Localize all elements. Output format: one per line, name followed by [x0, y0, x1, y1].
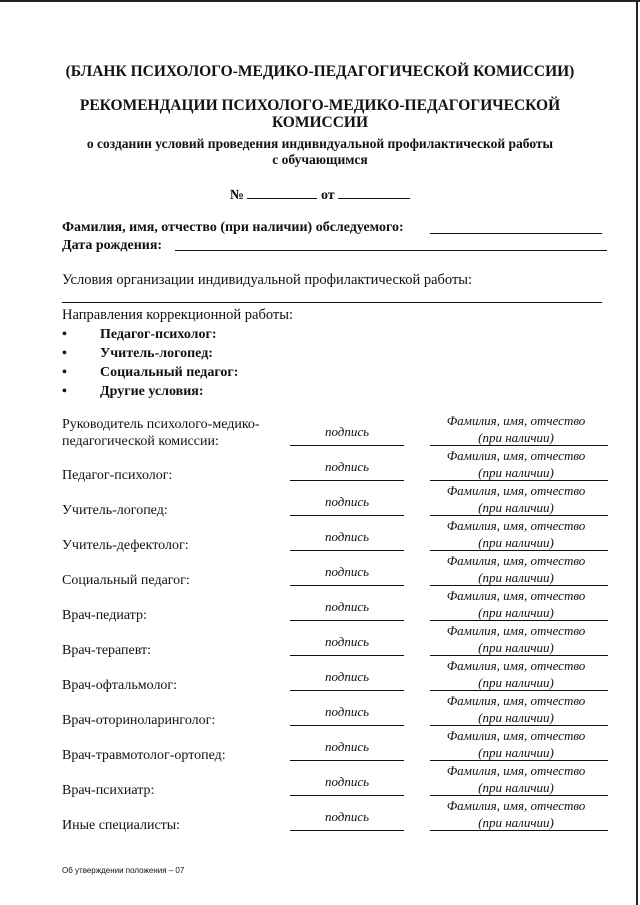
- signature-line[interactable]: [290, 515, 404, 516]
- specialist-label: Врач-травмотолог-ортопед:: [62, 748, 226, 763]
- signature-row: [0, 727, 640, 762]
- fio-caption: Фамилия, имя, отчество (при наличии): [446, 658, 586, 690]
- fio-caption: Фамилия, имя, отчество (при наличии): [446, 798, 586, 830]
- signature-line[interactable]: [290, 445, 404, 446]
- signature-row: [0, 762, 640, 797]
- signature-row: [0, 482, 640, 517]
- subtitle-line2: с обучающимся: [272, 152, 368, 167]
- fio-line[interactable]: [430, 655, 608, 656]
- number-label: №: [229, 188, 244, 203]
- fio-caption: Фамилия, имя, отчество (при наличии): [446, 483, 586, 515]
- recommendations-title: [0, 97, 640, 131]
- fio-blank[interactable]: [430, 233, 602, 234]
- rec-title-line2: КОМИССИИ: [271, 114, 369, 131]
- fio-line[interactable]: [430, 480, 608, 481]
- signature-row: [0, 517, 640, 552]
- signature-row: [0, 587, 640, 622]
- date-blank[interactable]: [338, 186, 410, 199]
- fio-caption: Фамилия, имя, отчество (при наличии): [446, 693, 586, 725]
- signature-line[interactable]: [290, 760, 404, 761]
- blank-title: (БЛАНК ПСИХОЛОГО-МЕДИКО-ПЕДАГОГИЧЕСКОЙ КОМИССИИ): [65, 63, 575, 80]
- fio-caption: Фамилия, имя, отчество (при наличии): [446, 448, 586, 480]
- signature-caption: подпись: [324, 669, 370, 684]
- fio-caption: Фамилия, имя, отчество (при наличии): [446, 728, 586, 760]
- subtitle-line1: о создании условий проведения индивидуальной профилактической работы: [86, 136, 554, 151]
- signature-line[interactable]: [290, 795, 404, 796]
- fio-line[interactable]: [430, 795, 608, 796]
- signature-caption: подпись: [324, 494, 370, 509]
- signature-row: [0, 447, 640, 482]
- signature-row: [0, 552, 640, 587]
- signature-caption: подпись: [324, 529, 370, 544]
- signature-line[interactable]: [290, 550, 404, 551]
- fio-caption: Фамилия, имя, отчество (при наличии): [446, 553, 586, 585]
- fio-caption: Фамилия, имя, отчество (при наличии): [446, 623, 586, 655]
- signature-line[interactable]: [290, 655, 404, 656]
- number-date-line: [0, 186, 640, 204]
- signature-caption: подпись: [324, 634, 370, 649]
- bullet-icon: •: [62, 384, 67, 399]
- fio-caption: Фамилия, имя, отчество (при наличии): [446, 763, 586, 795]
- form-page: (БЛАНК ПСИХОЛОГО-МЕДИКО-ПЕДАГОГИЧЕСКОЙ КОМИССИИ) РЕКОМЕНДАЦИИ ПСИХОЛОГО-МЕДИКО-ПЕДАГОГИЧЕСКОЙ КОМИССИИ о создании условий проведения индивидуальной профилактической работы с обучающимся № от Фамилия, имя, отчество (при наличии) обследуемого: Дата рождения: Условия организации индивидуальной профилактической работы: Направления коррекционной работы: • Педагог-психолог: • Учитель-логопед: • Социальный педагог: • Другие условия: Руководитель психолого-медико- педагогической комиссии: подпись Фамилия, имя, отчество (при наличии) Педагог-психолог: подпись Фамилия, имя, отчество (при наличии) Учитель-логопед: подпись Фамилия, имя, отчество (при наличии) Учитель-дефектолог: подпись Фамилия, имя, отчество (при наличии) Социальный педагог: подпись Фамилия, имя, отчество (при наличии) Врач-педиатр: подпись Фамилия, имя, отчество (при наличии) Врач-терапевт: подпись Фамилия, имя, отчество (при наличии) Врач-офтальмолог: подпись Фамилия, имя, отчество (при наличии) Врач-оториноларинголог: подпись Фамилия, имя, отчество (при наличии) Врач-травмотолог-ортопед: подпись Фамилия, имя, отчество (при наличии) Врач-психиатр: подпись Фамилия, имя, отчество (при наличии) Иные специалисты: подпись Фамилия, имя, отчество (при наличии) Об утверждении положения – 07: [0, 0, 640, 905]
- bullet-icon: •: [62, 327, 67, 342]
- specialist-label: Врач-оториноларинголог:: [62, 713, 216, 728]
- specialist-label: Врач-педиатр:: [62, 608, 147, 623]
- fio-line[interactable]: [430, 550, 608, 551]
- signature-caption: подпись: [324, 599, 370, 614]
- footer-note: Об утверждении положения – 07: [62, 866, 185, 875]
- subtitle: [0, 136, 640, 168]
- bullet-icon: •: [62, 346, 67, 361]
- signature-row: [0, 657, 640, 692]
- signature-row-head: [0, 412, 640, 447]
- signature-caption: подпись: [324, 459, 370, 474]
- specialist-label: Социальный педагог:: [62, 573, 190, 588]
- fio-line[interactable]: [430, 445, 608, 446]
- birth-label: Дата рождения:: [62, 238, 163, 253]
- signature-line[interactable]: [290, 690, 404, 691]
- birth-blank[interactable]: [175, 250, 607, 251]
- specialist-label: Врач-психиатр:: [62, 783, 155, 798]
- fio-line[interactable]: [430, 760, 608, 761]
- fio-line[interactable]: [430, 620, 608, 621]
- fio-label: Фамилия, имя, отчество (при наличии) обследуемого:: [62, 220, 404, 235]
- signature-row: [0, 622, 640, 657]
- signature-line[interactable]: [290, 480, 404, 481]
- signature-row: [0, 797, 640, 832]
- fio-caption: Фамилия, имя, отчество (при наличии): [446, 518, 586, 550]
- signature-line[interactable]: [290, 830, 404, 831]
- signature-caption: подпись: [324, 774, 370, 789]
- rec-title-line1: РЕКОМЕНДАЦИИ ПСИХОЛОГО-МЕДИКО-ПЕДАГОГИЧЕСКОЙ: [79, 97, 561, 114]
- specialist-label: Иные специалисты:: [62, 818, 181, 833]
- fio-line[interactable]: [430, 725, 608, 726]
- signature-caption: подпись: [324, 564, 370, 579]
- fio-line[interactable]: [430, 830, 608, 831]
- head-label: Руководитель психолого-медико- педагогической комиссии:: [62, 417, 260, 449]
- specialist-label: Врач-офтальмолог:: [62, 678, 178, 693]
- fio-line[interactable]: [430, 515, 608, 516]
- fio-line[interactable]: [430, 690, 608, 691]
- from-label: от: [320, 188, 335, 203]
- signature-line[interactable]: [290, 585, 404, 586]
- fio-caption: Фамилия, имя, отчество (при наличии): [446, 588, 586, 620]
- number-blank[interactable]: [247, 186, 317, 199]
- signature-row: [0, 692, 640, 727]
- fio-line[interactable]: [430, 585, 608, 586]
- specialist-label: Учитель-логопед:: [62, 503, 168, 518]
- conditions-label: Условия организации индивидуальной профилактической работы:: [62, 272, 473, 288]
- specialist-label: Учитель-дефектолог:: [62, 538, 189, 553]
- signature-caption: подпись: [324, 809, 370, 824]
- bullet-icon: •: [62, 365, 67, 380]
- conditions-blank[interactable]: [62, 302, 602, 303]
- fio-caption: Фамилия, имя, отчество (при наличии): [446, 413, 586, 445]
- signature-line[interactable]: [290, 725, 404, 726]
- specialist-label: Педагог-психолог:: [62, 468, 173, 483]
- top-border: [0, 0, 640, 2]
- specialist-label: Врач-терапевт:: [62, 643, 152, 658]
- signature-caption: подпись: [324, 739, 370, 754]
- directions-label: Направления коррекционной работы:: [62, 307, 293, 323]
- signature-caption: подпись: [324, 704, 370, 719]
- signature-line[interactable]: [290, 620, 404, 621]
- signature-caption: подпись: [324, 424, 370, 439]
